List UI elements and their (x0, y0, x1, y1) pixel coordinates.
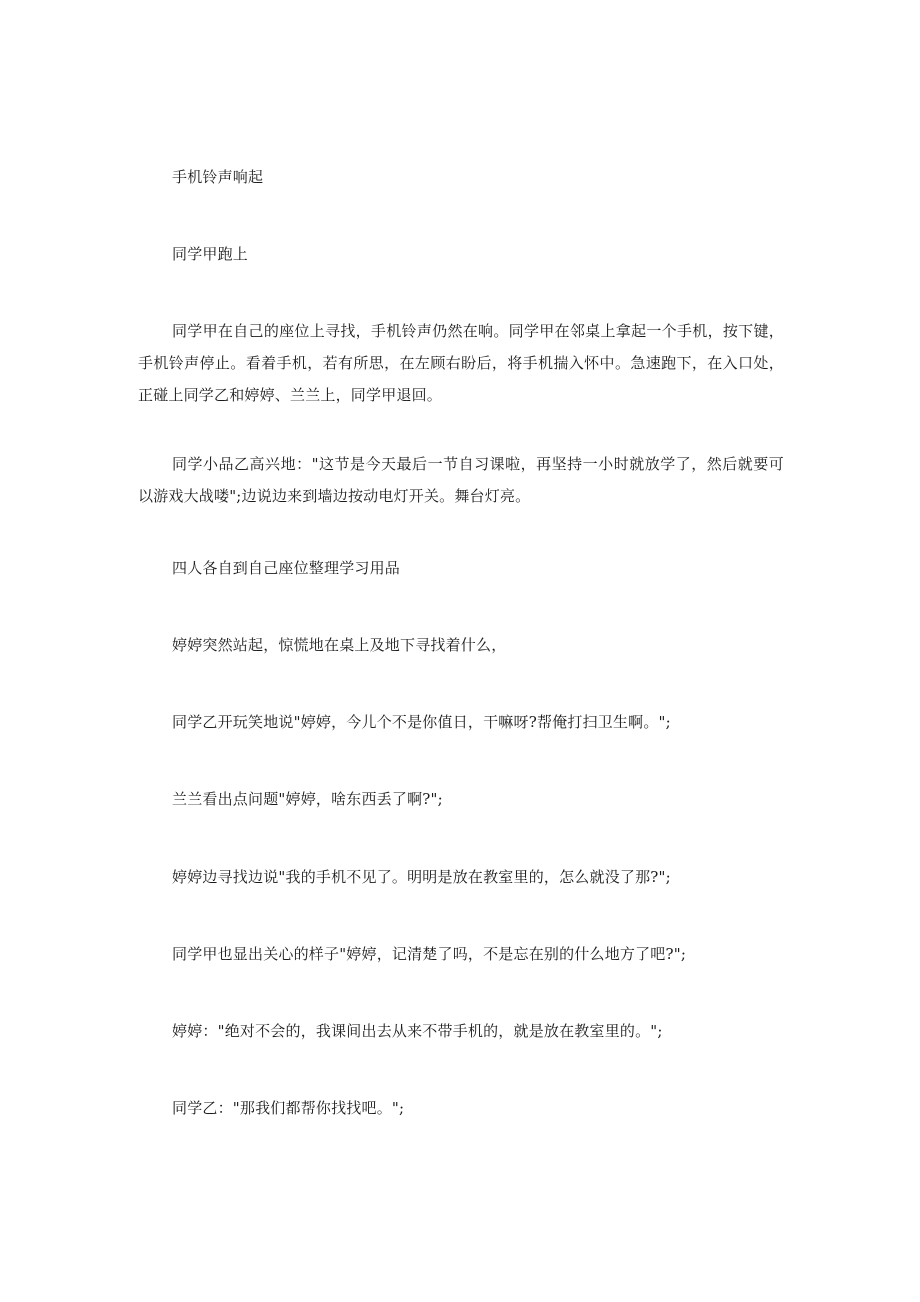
paragraph-12: 同学乙："那我们都帮你找找吧。"; (172, 1099, 405, 1117)
paragraph-9: 婷婷边寻找边说"我的手机不见了。明明是放在教室里的，怎么就没了那?"; (172, 868, 671, 886)
paragraph-2: 同学甲跑上 (172, 245, 249, 263)
paragraph-4: 同学小品乙高兴地："这节是今天最后一节自习课啦，再坚持一小时就放学了，然后就要可以游戏大战喽";边说边来到墙边按动电灯开关。舞台灯亮。 (138, 455, 784, 505)
paragraph-7: 同学乙开玩笑地说"婷婷，今儿个不是你值日，干嘛呀?帮俺打扫卫生啊。"; (172, 713, 671, 731)
paragraph-1: 手机铃声响起 (172, 168, 264, 186)
paragraph-3: 同学甲在自己的座位上寻找，手机铃声仍然在响。同学甲在邻桌上拿起一个手机，按下键，手机铃声停止。看着手机，若有所思，在左顾右盼后，将手机揣入怀中。急速跑下，在入口处，正碰上同学乙和婷婷、兰兰上，同学甲退回。 (138, 322, 784, 404)
paragraph-8: 兰兰看出点问题"婷婷，啥东西丢了啊?"; (172, 790, 443, 808)
paragraph-10: 同学甲也显出关心的样子"婷婷，记清楚了吗，不是忘在别的什么地方了吧?"; (172, 945, 687, 963)
paragraph-6: 婷婷突然站起，惊慌地在桌上及地下寻找着什么， (172, 636, 507, 654)
paragraph-11: 婷婷："绝对不会的，我课间出去从来不带手机的，就是放在教室里的。"; (172, 1022, 663, 1040)
paragraph-5: 四人各自到自己座位整理学习用品 (172, 559, 401, 577)
